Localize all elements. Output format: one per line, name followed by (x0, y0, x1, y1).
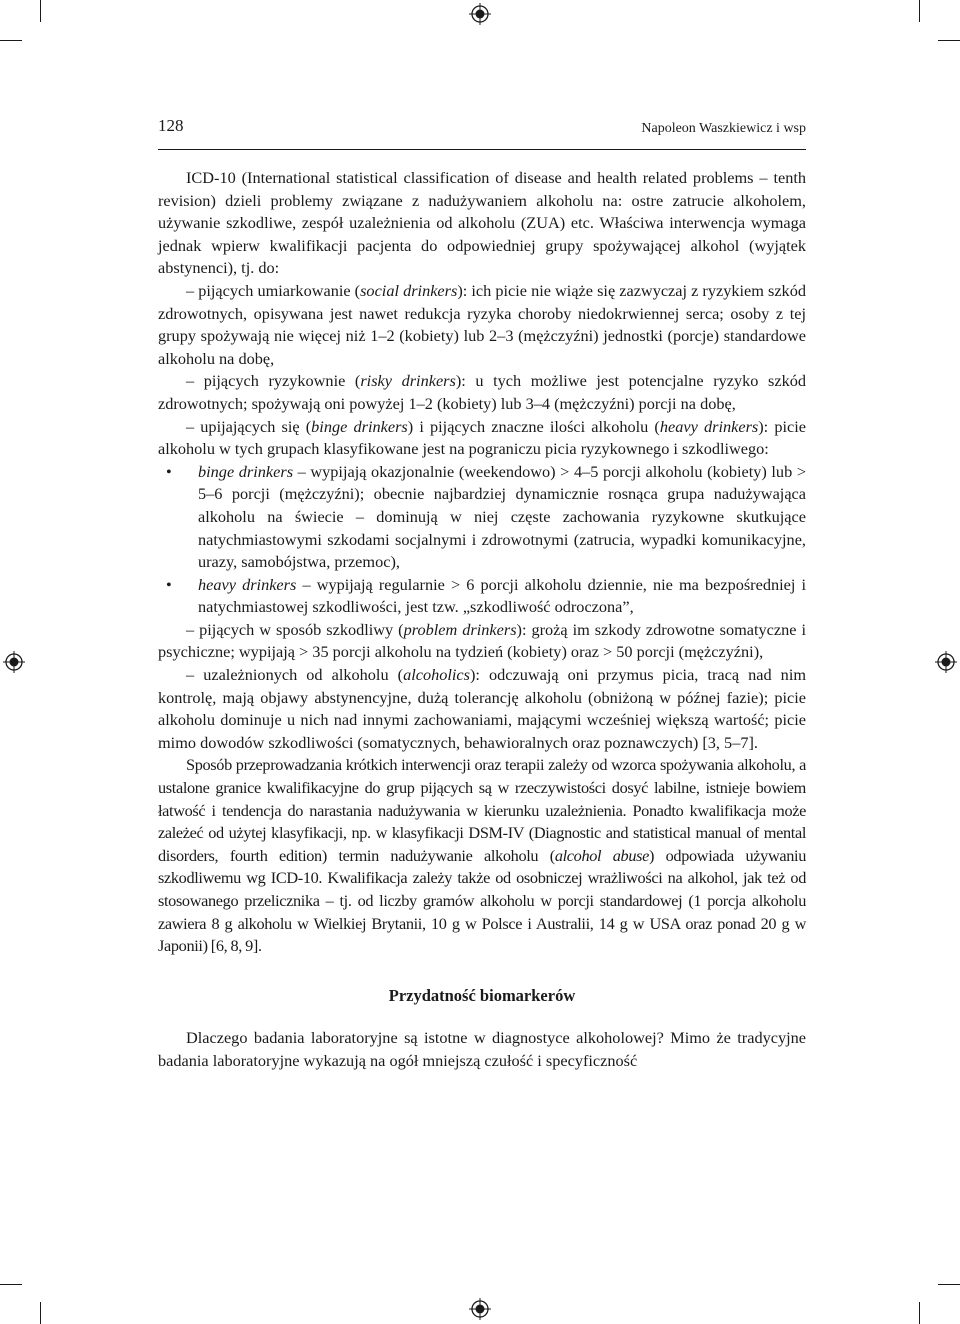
registration-mark-icon-top (469, 3, 491, 25)
bullet-heavy-drinkers: • heavy drinkers – wypijają regularnie > 6 porcji alkoholu dziennie, nie ma bezpośredniej i natychmiastowej szkodliwości, jest tzw. „szkodliwość odroczona”, (166, 574, 807, 617)
list-item-problem-drinkers: – pijących w sposób szkodliwy (problem drinkers): grożą im szkody zdrowotne somatyczne i psychiczne; wypijają > 35 porcji alkoholu na tydzień (kobiety) oraz > 50 porcji (mężczyźni), (158, 619, 806, 662)
crop-mark-top-right (919, 0, 920, 22)
crop-mark-top-left-h (0, 40, 22, 41)
page-header (158, 116, 806, 146)
list-item-social-drinkers: – pijących umiarkowanie (social drinkers): ich picie nie wiąże się zazwyczaj z ryzykiem szkód zdrowotnych, opisywana jest nawet redukcja ryzyka choroby niedokrwiennej serca; osoby z tej grupy spożywają nie więcej niż 1–2 (kobiety) lub 2–3 (mężczyźni) jednostki (porcje) standardowe alkoholu na dobę, (158, 280, 806, 368)
list-item-binge-heavy-drinkers: – upijających się (binge drinkers) i pijących znaczne ilości alkoholu (heavy drinkers): picie alkoholu w tych grupach klasyfikowane jest na pograniczu picia ryzykownego i szkodliwego: (158, 416, 806, 459)
bullet-icon: • (166, 461, 172, 481)
article-body (158, 167, 806, 1073)
paragraph-interventions: Sposób przeprowadzania krótkich interwencji oraz terapii zależy od wzorca spożywania alkoholu, a ustalone granice kwalifikacyjne do grup pijących są w rzeczywistości dosyć labilne, istnieje bowiem łatwość i tendencja do narastania nadużywania w kierunku uzależnienia. Ponadto kwalifikacja może zależeć od użytej klasyfikacji, np. w klasyfikacji DSM-IV (Diagnostic and statistical manual of mental disorders, fourth edition) termin nadużywanie alkoholu (alcohol abuse) odpowiada używaniu szkodliwemu wg ICD-10. Kwalifikacja zależy także od osobniczej wrażliwości na alkohol, jak też od stosowanego przelicznika – tj. od liczby gramów alkoholu w porcji standardowej (1 porcja alkoholu zawiera 8 g alkoholu w Wielkiej Brytanii, 10 g w Polsce i Australii, 14 g w USA oraz ponad 20 g w Japonii) [6, 8, 9]. (158, 755, 806, 956)
crop-mark-bottom-left (40, 1302, 41, 1324)
section-heading: Przydatność biomarkerów (388, 985, 576, 1005)
crop-mark-top-right-h (938, 40, 960, 41)
registration-mark-icon-right (935, 651, 957, 673)
paragraph-icd10: ICD-10 (International statistical classification of disease and health related problems – tenth revision) dzieli problemy związane z nadużywaniem alkoholu na: ostre zatrucie alkoholem, używanie szkodliwe, zespół uzależnienia od alkoholu (ZUA) etc. Właściwa interwencja wymaga jednak wpierw kwalifikacji pacjenta do odpowiedniej grupy spożywającej alkohol (wyjątek abstynenci), tj. do: (158, 168, 806, 278)
crop-mark-bottom-right-h (938, 1284, 960, 1285)
crop-mark-top-left (40, 0, 41, 22)
crop-mark-bottom-right (919, 1302, 920, 1324)
bullet-icon: • (166, 574, 172, 594)
page-number: 128 (158, 116, 184, 135)
registration-mark-icon-left (3, 651, 25, 673)
list-item-risky-drinkers: – pijących ryzykownie (risky drinkers): u tych możliwe jest potencjalne ryzyko szkód zdrowotnych; spożywają oni powyżej 1–2 (kobiety) lub 3–4 (mężczyźni) porcji na dobę, (158, 371, 807, 413)
running-head: Napoleon Waszkiewicz i wsp (641, 121, 806, 136)
crop-mark-bottom-left-h (0, 1284, 22, 1285)
header-rule (158, 149, 806, 150)
registration-mark-icon-bottom (469, 1298, 491, 1320)
list-item-alcoholics: – uzależnionych od alkoholu (alcoholics): odczuwają oni przymus picia, tracą nad nim kontrolę, mają objawy abstynencyjne, dużą tolerancję alkoholu (obniżoną w późnej fazie); picie alkoholu dominuje u nich nad innymi zachowaniami, mającymi wcześniej większą wartość; picie mimo dowodów szkodliwości (somatycznych, behawioralnych oraz poznawczych) [3, 5–7]. (158, 665, 807, 752)
bullet-binge-drinkers: • binge drinkers – wypijają okazjonalnie (weekendowo) > 4–5 porcji alkoholu (kobiety) lub > 5–6 porcji (mężczyźni); obecnie najbardziej dynamicznie rosnąca grupa nadużywająca alkoholu na świecie – dominują w niej częste zachowania ryzykowne skutkujące natychmiastowymi szkodami socjalnymi i zdrowotnymi (zatrucia, wypadki komunikacyjne, urazy, samobójstwa, przemoc), (166, 461, 806, 572)
paragraph-biomarkers: Dlaczego badania laboratoryjne są istotne w diagnostyce alkoholowej? Mimo że tradycyjne badania laboratoryjne wykazują na ogół mniejszą czułość i specyficzność (158, 1028, 806, 1070)
